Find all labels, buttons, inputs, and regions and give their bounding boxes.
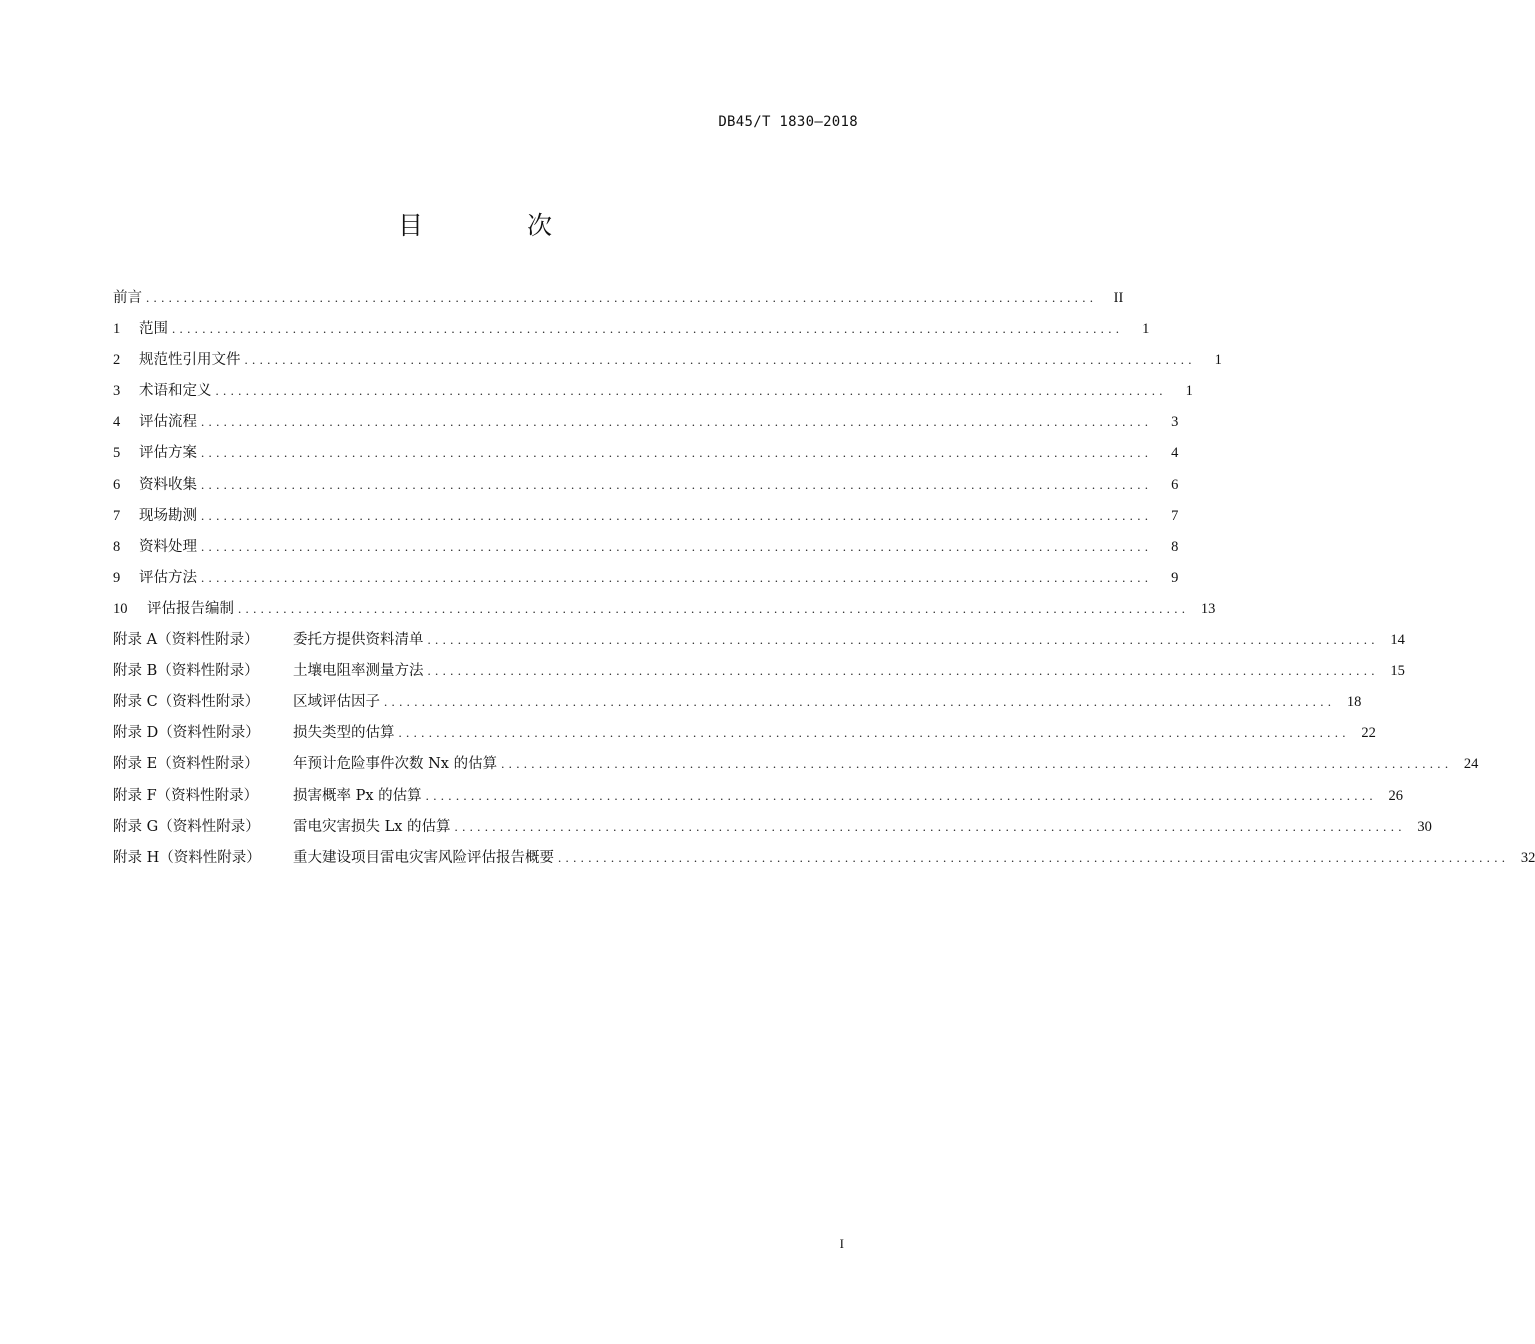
toc-annex-label: 附录 F（资料性附录）: [113, 787, 259, 804]
toc-leader-dots: ..............................................................................................................................: [558, 849, 1510, 865]
toc-leader-dots: ..............................................................................................................................: [244, 352, 1196, 368]
toc-entry-chapter[interactable]: [113, 502, 1179, 533]
toc-entry-annex[interactable]: [113, 782, 1403, 813]
toc-leader-dots: ..............................................................................................................................: [425, 787, 1377, 803]
toc-entry-title: 评估方法: [139, 569, 197, 586]
toc-annex-label: 附录 G（资料性附录）: [113, 818, 260, 835]
toc-leader-dots: ..............................................................................................................................: [454, 818, 1406, 834]
toc-entry-title: 前言: [113, 290, 142, 306]
toc-chapter-number: 4: [113, 414, 121, 431]
toc-leader-dots: ..............................................................................................................................: [201, 476, 1153, 492]
toc-entry-title: 区域评估因子: [293, 694, 380, 711]
toc-page-number: 6: [1171, 476, 1179, 493]
toc-page-number: II: [1113, 290, 1124, 306]
toc-page-number: 4: [1171, 445, 1179, 462]
toc-annex-label: 附录 B（资料性附录）: [113, 663, 259, 680]
toc-chapter-number: 8: [113, 538, 121, 555]
toc-entry-annex[interactable]: [113, 657, 1405, 688]
toc-page-number: 22: [1361, 725, 1376, 742]
toc-leader-dots: ..............................................................................................................................: [215, 383, 1167, 399]
toc-entry-title: 术语和定义: [139, 383, 212, 400]
toc-entry-chapter[interactable]: [113, 377, 1193, 408]
toc-annex-label: 附录 A（资料性附录）: [113, 632, 259, 649]
toc-chapter-number: 9: [113, 569, 121, 586]
toc-entry-chapter[interactable]: [113, 564, 1179, 595]
toc-leader-dots: ..............................................................................................................................: [501, 756, 1453, 772]
toc-entry-title: 评估报告编制: [147, 600, 234, 617]
toc-leader-dots: ..............................................................................................................................: [201, 538, 1153, 554]
toc-page-number: 1: [1214, 352, 1222, 369]
toc-entry-annex[interactable]: [113, 719, 1376, 750]
toc-entry-chapter[interactable]: [113, 346, 1222, 377]
toc-entry-chapter[interactable]: [113, 408, 1179, 439]
toc-entry-title: 重大建设项目雷电灾害风险评估报告概要: [293, 849, 554, 866]
toc-entry-annex[interactable]: [113, 750, 1479, 781]
toc-leader-dots: ..............................................................................................................................: [238, 600, 1190, 616]
toc-entry-chapter[interactable]: [113, 315, 1150, 346]
toc-page-number: 13: [1200, 600, 1216, 617]
toc-entry-annex[interactable]: [113, 626, 1405, 657]
toc-chapter-number: 7: [113, 507, 121, 524]
toc-chapter-number: 5: [113, 445, 121, 462]
toc-entry-chapter[interactable]: [113, 439, 1179, 470]
toc-page-number: 24: [1463, 756, 1479, 773]
toc-leader-dots: ..............................................................................................................................: [384, 694, 1336, 710]
toc-page-number: 1: [1185, 383, 1193, 400]
toc-entry-title: 损失类型的估算: [293, 725, 395, 742]
toc-page-number: 18: [1346, 694, 1362, 711]
toc-leader-dots: ..............................................................................................................................: [201, 507, 1153, 523]
toc-chapter-number: 3: [113, 383, 121, 400]
toc-entry-title: 土壤电阻率测量方法: [293, 663, 424, 680]
toc-leader-dots: ..............................................................................................................................: [146, 290, 1098, 305]
document-code: DB45/T 1830—2018: [718, 114, 858, 130]
toc-entry-title: 规范性引用文件: [139, 352, 241, 369]
toc-annex-label: 附录 D（资料性附录）: [113, 725, 260, 742]
toc-leader-dots: ..............................................................................................................................: [427, 632, 1379, 648]
toc-chapter-number: 6: [113, 476, 121, 493]
toc-entry-title: 年预计危险事件次数 Nx 的估算: [293, 756, 498, 773]
toc-entry-title: 损害概率 Px 的估算: [293, 787, 422, 804]
toc-entry-annex[interactable]: [113, 688, 1362, 719]
toc-leader-dots: ..............................................................................................................................: [427, 663, 1379, 679]
toc-entry-title: 现场勘测: [139, 507, 197, 524]
toc-entry-title: 委托方提供资料清单: [293, 632, 424, 649]
toc-entry-title: 评估方案: [139, 445, 197, 462]
toc-entry-title: 评估流程: [139, 414, 197, 431]
toc-page-number: 26: [1388, 787, 1403, 804]
toc-annex-label: 附录 E（资料性附录）: [113, 756, 259, 773]
toc-chapter-number: 1: [113, 321, 121, 338]
toc-entry-title: 雷电灾害损失 Lx 的估算: [293, 818, 451, 835]
toc-leader-dots: ..............................................................................................................................: [201, 445, 1153, 461]
toc-page-number: 14: [1390, 632, 1405, 649]
toc-chapter-number: 2: [113, 352, 121, 369]
toc-entry-chapter[interactable]: [113, 595, 1216, 626]
toc-page-number: 3: [1171, 414, 1179, 431]
toc-leader-dots: ..............................................................................................................................: [172, 321, 1124, 337]
toc-entry-title: 资料收集: [139, 476, 197, 493]
toc-annex-label: 附录 C（资料性附录）: [113, 694, 260, 711]
toc-page-number: 1: [1142, 321, 1150, 338]
toc-leader-dots: ..............................................................................................................................: [201, 569, 1153, 585]
toc-entry-annex[interactable]: [113, 844, 1535, 875]
toc-page-number: 8: [1171, 538, 1179, 555]
table-of-contents: [113, 284, 1535, 875]
toc-entry-annex[interactable]: [113, 813, 1432, 844]
toc-page-number: 15: [1390, 663, 1405, 680]
toc-leader-dots: ..............................................................................................................................: [398, 725, 1350, 741]
toc-entry-chapter[interactable]: [113, 533, 1179, 564]
toc-page-number: 32: [1520, 849, 1535, 866]
toc-leader-dots: ..............................................................................................................................: [201, 414, 1153, 430]
toc-annex-label: 附录 H（资料性附录）: [113, 849, 261, 866]
toc-chapter-number: 10: [113, 600, 128, 617]
toc-entry-chapter[interactable]: [113, 471, 1179, 502]
page-title: 目 次: [398, 211, 600, 240]
toc-entry-title: 资料处理: [139, 538, 197, 555]
toc-page-number: 7: [1171, 507, 1179, 524]
toc-entry-title: 范围: [139, 321, 168, 338]
footer-page-number: I: [839, 1236, 844, 1251]
toc-entry-foreword[interactable]: [113, 284, 1124, 315]
toc-page-number: 9: [1171, 569, 1179, 586]
toc-page-number: 30: [1417, 818, 1432, 835]
